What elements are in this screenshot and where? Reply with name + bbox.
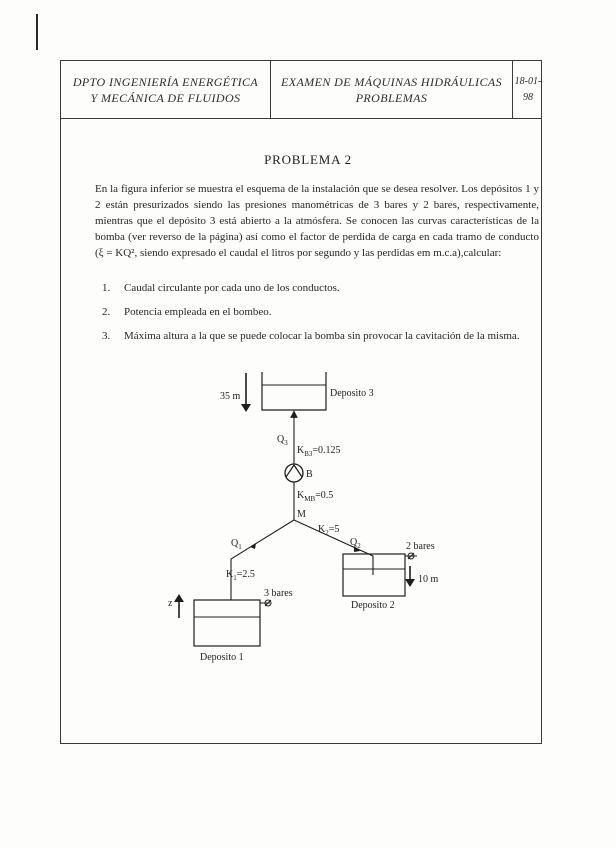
question-text: Máxima altura a la que se puede colocar la bomba sin provocar la cavitación de la misma. <box>124 330 520 342</box>
tank-1-label: Deposito 1 <box>200 652 244 663</box>
flow-q1-label: $Q_1$ <box>231 538 242 551</box>
question-number: 3. <box>102 330 111 342</box>
tank-2 <box>343 554 417 596</box>
question-text: Caudal circulante por cada uno de los conductos. <box>124 282 340 294</box>
tank-3-label: Deposito 3 <box>330 388 374 399</box>
problem-title: PROBLEMA 2 <box>264 152 352 167</box>
node-m-label: M <box>297 509 306 520</box>
question-number: 2. <box>102 306 111 318</box>
height-35-label: 35 m <box>220 391 241 402</box>
tank-2-label: Deposito 2 <box>351 600 395 611</box>
department-line-2: Y MECÁNICA DE FLUIDOS <box>90 90 241 105</box>
flow-q2-label: $Q_2$ <box>350 537 361 550</box>
k-mb-label: $K_{MB}=0.5$ <box>297 490 334 503</box>
tank-3 <box>262 372 326 410</box>
height-10-label: 10 m <box>418 574 439 585</box>
pump-label: B <box>306 469 313 480</box>
k-2-label: $K_2=5$ <box>318 524 340 537</box>
z-label: z <box>168 598 173 609</box>
exam-title-line-1: EXAMEN DE MÁQUINAS HIDRÁULICAS <box>281 74 502 89</box>
height-35-arrow-icon <box>241 373 251 412</box>
exam-title-line-2: PROBLEMAS <box>355 90 428 105</box>
flow-q3-label: $Q_3$ <box>277 434 288 447</box>
k-1-label: $K_1=2.5$ <box>226 569 255 582</box>
height-10-arrow-icon <box>405 566 415 587</box>
k-b3-label: $K_{B3}=0.125$ <box>297 445 341 458</box>
pressure-2-label: 2 bares <box>406 541 435 552</box>
question-text: Potencia empleada en el bombeo. <box>124 306 272 318</box>
z-arrow-icon <box>174 594 184 618</box>
tank-1 <box>194 600 270 646</box>
pressure-1-label: 3 bares <box>264 588 293 599</box>
department-line-1: DPTO INGENIERÍA ENERGÉTICA <box>72 74 259 89</box>
exam-date: 18-01-98 <box>514 75 542 103</box>
pump-icon <box>285 464 303 482</box>
problem-statement: En la figura inferior se muestra el esquema de la instalación que se desea resolver. Los depósitos 1 y 2 están presurizados siendo las presiones manométricas de 3 bares y 2 bares, respectivamente, mientras que el depósito 3 está abierto a la atmósfera. Se conocen las curvas características de la bomba (ver reverso de la página) así como el factor de perdida de carga en cada tramo de conducto (ξ = KQ², siendo expresado el caudal el litros por segundo y las perdidas em m.c.a),calcular: <box>95 183 539 259</box>
flow-q1-arrow-icon <box>250 543 256 549</box>
question-number: 1. <box>102 282 111 294</box>
